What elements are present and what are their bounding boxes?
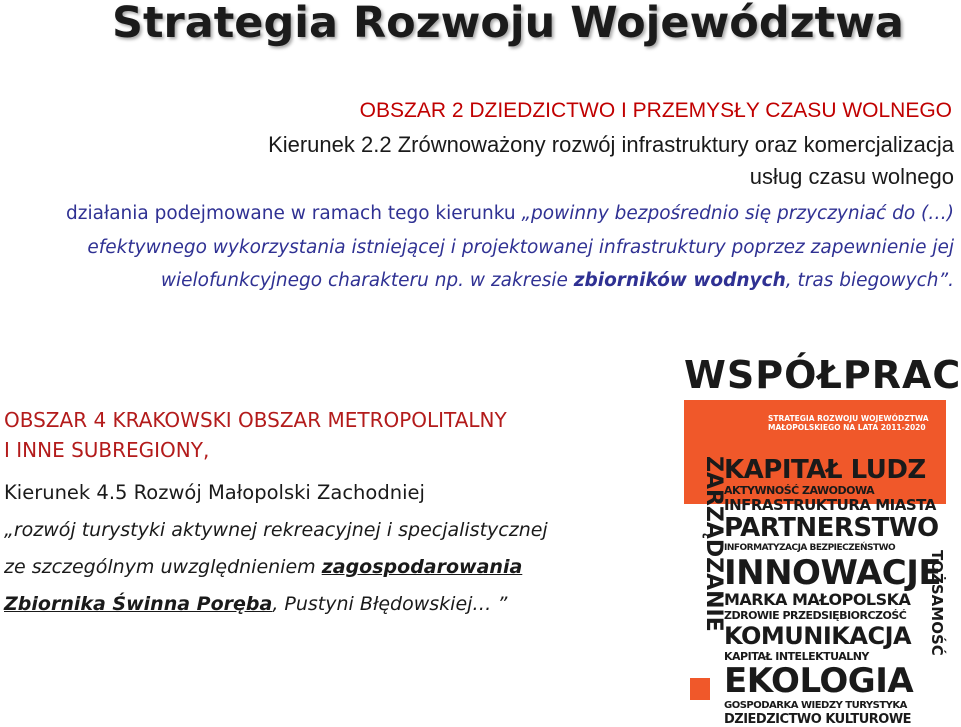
strategy-poster-image [684,352,961,727]
poster-vertical-left-text: ZARZĄDZANIE [701,456,726,632]
quote4-line3-text: , Pustyni Błędowskiej… ” [272,593,508,615]
poster-headline: WSPÓŁPRAC [684,353,961,397]
area-4-heading [4,405,664,465]
poster-word: PARTNERSTWO [724,513,939,543]
poster-word: ZDROWIE PRZEDSIĘBIORCZOŚĆ [724,609,907,622]
direction-4-5: Kierunek 4.5 Rozwój Małopolski Zachodniej [4,481,425,504]
direction-4-5-quote [4,512,676,623]
quote2-body: „powinny bezpośrednio się przyczyniać do (…) efektywnego wykorzystania istniejącej i projektowanej infrastruktury poprzez zapewnienie jej wielofunkcyjnego charakteru np. w zakresie [87,203,954,291]
poster-word: DZIEDZICTWO KULTUROWE [724,712,912,727]
quote4-line2 [4,549,676,586]
poster-word: GOSPODARKA WIEDZY TURYSTYKA [724,700,907,711]
direction-2-2-line2: usług czasu wolnego [749,164,954,189]
poster-word: AKTYWNOŚĆ ZAWODOWA [724,484,875,497]
poster-vertical-right [928,550,946,710]
poster-word: KOMUNIKACJA [724,622,912,650]
quote2-highlight: zbiorników wodnych [573,270,786,291]
poster-word: INFRASTRUKTURA MIASTA [724,496,936,514]
poster-vertical-left [684,456,726,706]
poster-subtitle: STRATEGIA ROZWOJU WOJEWÓDZTWA MAŁOPOLSKIEGO NA LATA 2011-2020 [768,414,929,432]
area-4-heading-line2: I INNE SUBREGIONY, [4,438,210,462]
poster-word: INFORMATYZACJA BEZPIECZEŃSTWO [724,543,896,553]
direction-2-2-quote [40,197,954,298]
area-4-heading-line1: OBSZAR 4 KRAKOWSKI OBSZAR METROPOLITALNY [4,408,507,432]
poster-word: MARKA MAŁOPOLSKA [724,590,911,609]
area-2-heading: OBSZAR 2 DZIEDZICTWO I PRZEMYSŁY CZASU WOLNEGO [359,99,952,122]
quote4-line3 [4,586,676,623]
quote4-line3-highlight: Zbiornika Świnna Poręba [4,593,273,615]
poster-logo-icon [690,678,710,700]
quote4-line2-text: ze szczególnym uwzględnieniem [4,556,322,578]
quote2-intro: działania podejmowane w ramach tego kierunku [66,203,522,224]
quote2-end: , tras biegowych”. [785,270,954,291]
quote4-line2-highlight: zagospodarowania [321,556,523,578]
poster-word: INNOWACJE [724,553,942,593]
poster-word: KAPITAŁ INTELEKTUALNY [724,650,869,663]
direction-2-2-line1: Kierunek 2.2 Zrównoważony rozwój infrastruktury oraz komercjalizacja [268,132,954,157]
direction-2-2 [60,129,954,193]
poster-word: EKOLOGIA [724,661,914,701]
quote4-line1: „rozwój turystyki aktywnej rekreacyjnej i specjalistycznej [4,519,548,541]
page-title: Strategia Rozwoju Województwa [112,0,904,48]
poster-word: KAPITAŁ LUDZ [724,455,926,485]
poster-vertical-right-text: TOŻSAMOŚĆ [928,550,946,656]
